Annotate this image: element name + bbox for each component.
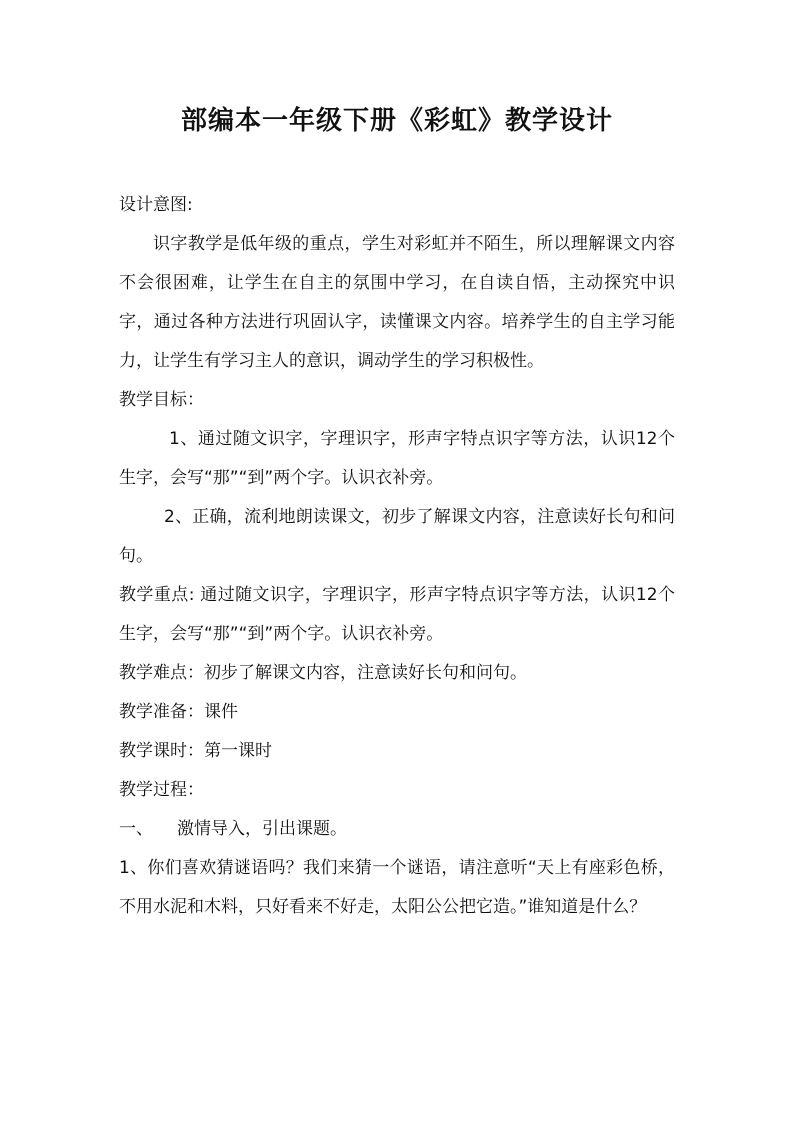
intent-paragraph: 识字教学是低年级的重点，学生对彩虹并不陌生，所以理解课文内容不会很困难，让学生在自主的氛围中学习，在自读自悟，主动探究中识字，通过各种方法进行巩固认字，读懂课文内容。培养学生的自主学习能力，让学生有学习主人的意识，调动学生的学习积极性。: [119, 234, 675, 371]
step-number: 一、: [119, 819, 153, 839]
step-1-item-1: 1、你们喜欢猜谜语吗？我们来猜一个谜语，请注意听“天上有座彩色桥，不用水泥和木料，只好看来不好走，太阳公公把它造。”谁知道是什么？: [119, 858, 675, 917]
process-heading: 教学过程：: [119, 780, 204, 800]
preparation: 教学准备：课件: [119, 702, 238, 722]
step-text: 激情导入，引出课题。: [177, 819, 347, 839]
intent-heading: 设计意图:: [119, 195, 193, 215]
goal-item-2: 2、正确，流利地朗读课文，初步了解课文内容，注意读好长句和问句。: [119, 507, 675, 566]
goal-item-1: 1、通过随文识字，字理识字，形声字特点识字等方法，认识12个生字，会写“那”“到”两个字。认识衣补旁。: [119, 429, 675, 488]
document-body: [119, 186, 675, 927]
document-title: 部编本一年级下册《彩虹》教学设计: [180, 106, 613, 136]
goals-heading: 教学目标：: [119, 390, 204, 410]
difficulties: 教学难点：初步了解课文内容，注意读好长句和问句。: [119, 663, 527, 683]
process-step-1: [119, 810, 675, 849]
class-period: 教学课时：第一课时: [119, 741, 272, 761]
key-points: 教学重点: 通过随文识字，字理识字，形声字特点识字等方法，认识12个生字，会写“那”“到”两个字。认识衣补旁。: [119, 585, 675, 644]
